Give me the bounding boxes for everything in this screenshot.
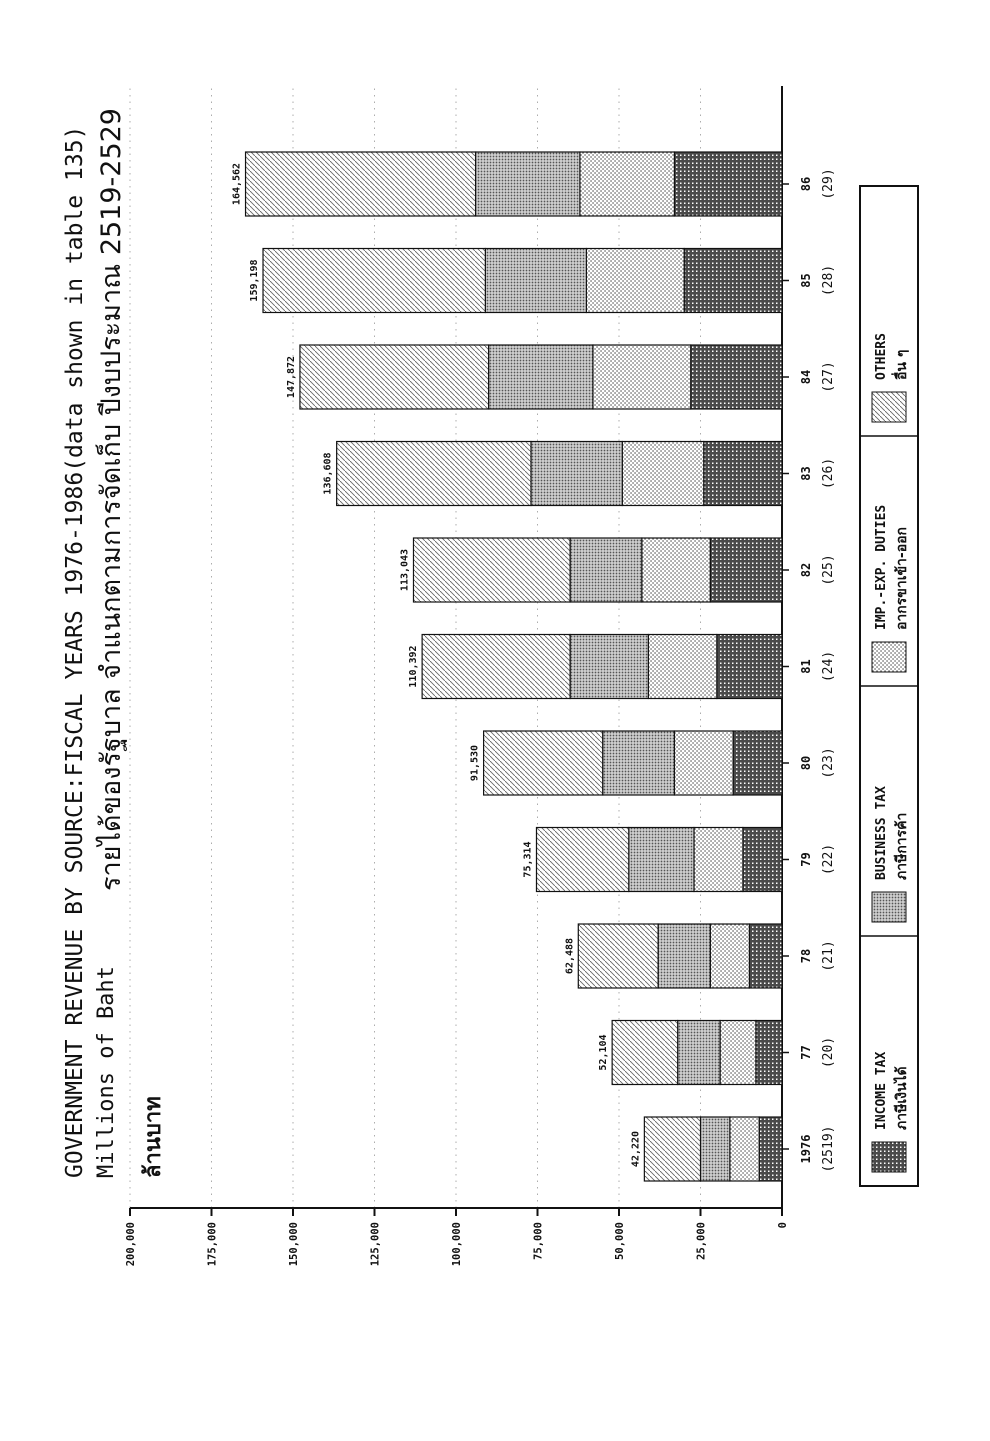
bar-segment [476, 152, 580, 216]
bar-segment [658, 924, 710, 988]
category-axis-labels [782, 168, 836, 1172]
bar-total-label: 75,314 [522, 841, 534, 878]
category-label-thai: (22) [821, 843, 836, 876]
bar-segment [678, 1021, 720, 1085]
category-label-thai: (27) [821, 361, 836, 393]
bar-segment [300, 345, 489, 409]
bar-segment [743, 828, 782, 892]
bar-total-label: 164,562 [231, 162, 243, 206]
bar-segment [531, 442, 622, 506]
units-label-thai: ล้านบาท [141, 1096, 166, 1178]
bar-segment [642, 538, 710, 602]
legend-label-thai: ภาษีเงินได้ [894, 1066, 910, 1130]
category-label: 77 [799, 1045, 813, 1060]
bar-segment [756, 1021, 782, 1085]
bar-segment [730, 1117, 759, 1181]
category-label-thai: (25) [821, 554, 836, 586]
legend-label: INCOME TAX [874, 1051, 889, 1130]
category-label: 82 [799, 562, 813, 578]
bar-segment [489, 345, 593, 409]
legend-swatch [872, 1142, 906, 1172]
bar-total-label: 159,198 [249, 259, 261, 302]
bar-segment [593, 345, 691, 409]
bar-total-label: 91,530 [469, 744, 481, 782]
bar-segment [694, 828, 743, 892]
bar-segment [684, 249, 782, 313]
value-axis-ticks [125, 1208, 789, 1266]
category-label-thai: (26) [821, 457, 836, 490]
bar-total-label: 52,104 [598, 1034, 610, 1071]
bar-segment [580, 152, 675, 216]
value-tick-label: 175,000 [206, 1222, 219, 1267]
category-label: 80 [799, 755, 813, 771]
value-tick-label: 50,000 [614, 1222, 626, 1260]
bar-total-label: 42,220 [630, 1130, 642, 1168]
category-label-thai: (20) [821, 1036, 836, 1069]
value-tick-label: 200,000 [125, 1222, 137, 1267]
bar-segment [701, 1117, 730, 1181]
category-label-thai: (29) [821, 168, 836, 200]
category-label-thai: (24) [821, 650, 836, 683]
value-tick-label: 0 [777, 1222, 789, 1229]
category-label-thai: (28) [821, 264, 836, 297]
category-label-thai: (23) [821, 747, 836, 779]
legend [860, 186, 918, 1186]
bar-segment [422, 635, 570, 699]
bar-segment [629, 828, 694, 892]
category-label: 1976 [799, 1134, 813, 1164]
bar-total-label: 136,608 [322, 452, 334, 495]
bar-total-label: 110,392 [408, 645, 420, 688]
category-label-thai: (2519) [821, 1125, 836, 1173]
bar-segment [710, 538, 782, 602]
value-tick-label: 75,000 [532, 1222, 545, 1260]
bar-total-label: 113,043 [399, 548, 411, 592]
bar-total-label: 147,872 [285, 355, 297, 399]
value-tick-label: 25,000 [695, 1222, 708, 1260]
bar-segment [648, 635, 716, 699]
chart-title-thai: รายได้ของรัฐบาล จำแนกตามการจัดเก็บ ปีงบประมาณ 2519-2529 [96, 108, 127, 891]
bar-segment [484, 731, 603, 795]
bar-segment [612, 1021, 678, 1085]
bar-segment [536, 828, 628, 892]
bar-segment [570, 538, 642, 602]
bar-segment [622, 442, 704, 506]
category-label: 78 [799, 948, 813, 964]
legend-swatch [872, 892, 906, 922]
bar-total-label: 62,488 [564, 937, 576, 975]
bar-segment [710, 924, 749, 988]
bar-segment [704, 442, 782, 506]
category-label: 83 [799, 466, 813, 481]
legend-label-thai: อากรขาเข้า-ออก [894, 526, 910, 630]
category-label: 85 [799, 273, 813, 288]
value-tick-label: 125,000 [369, 1222, 382, 1267]
bar-segment [603, 731, 675, 795]
bar-segment [720, 1021, 756, 1085]
bar-segment [263, 249, 485, 313]
bar-segment [413, 538, 570, 602]
legend-label-thai: ภาษีการค้า [894, 812, 910, 880]
legend-swatch [872, 392, 906, 422]
bar-segment [674, 731, 733, 795]
bars [232, 152, 782, 1181]
category-label: 86 [799, 176, 813, 192]
value-tick-label: 100,000 [451, 1222, 463, 1267]
bar-segment [578, 924, 658, 988]
bar-segment [691, 345, 782, 409]
bar-segment [246, 152, 476, 216]
bar-segment [674, 152, 782, 216]
legend-label-thai: อื่น ๆ [894, 349, 910, 380]
bar-segment [586, 249, 684, 313]
units-label: Millions of Baht [94, 966, 119, 1178]
bar-segment [485, 249, 586, 313]
category-label: 79 [799, 852, 813, 867]
bar-segment [717, 635, 782, 699]
legend-label: OTHERS [874, 333, 889, 380]
legend-label: BUSINESS TAX [874, 786, 889, 880]
bar-segment [759, 1117, 782, 1181]
legend-label: IMP.-EXP. DUTIES [874, 504, 889, 630]
value-tick-label: 150,000 [288, 1222, 300, 1267]
category-label: 81 [799, 659, 813, 674]
category-label: 84 [799, 369, 813, 385]
legend-swatch [872, 642, 906, 672]
bar-segment [337, 442, 531, 506]
bar-segment [749, 924, 782, 988]
bar-segment [644, 1117, 700, 1181]
chart-title: GOVERNMENT REVENUE BY SOURCE:FISCAL YEARS 1976-1986(data shown in table 135) [62, 125, 88, 1178]
category-label-thai: (21) [821, 940, 836, 972]
bar-segment [570, 635, 648, 699]
bar-segment [733, 731, 782, 795]
